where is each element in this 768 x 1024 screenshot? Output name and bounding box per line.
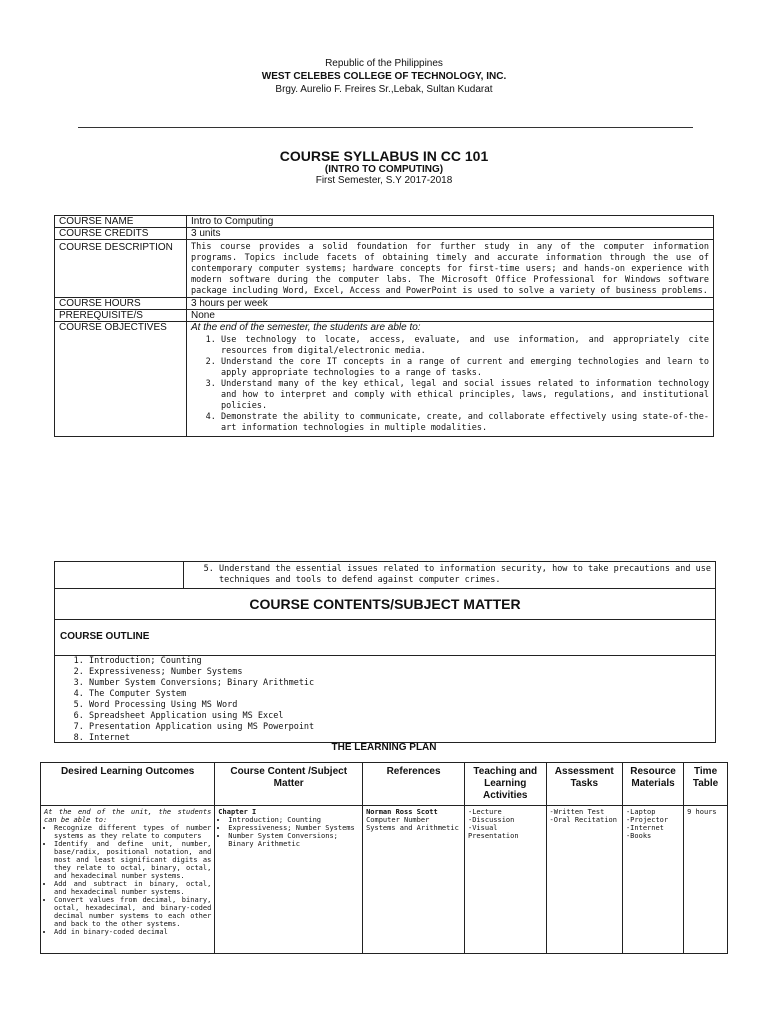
outcome-item: • Convert values from decimal, binary, octal, hexadecimal, and binary-coded decimal number systems to each other and back to the other systems. bbox=[54, 896, 211, 928]
course-hours-label: COURSE HOURS bbox=[55, 298, 187, 310]
content-item: • Introduction; Counting bbox=[228, 816, 359, 824]
course-hours-row bbox=[55, 298, 714, 310]
objective-5-list bbox=[189, 564, 711, 586]
course-contents-title: COURSE CONTENTS/SUBJECT MATTER bbox=[55, 589, 715, 620]
prerequisite-value: None bbox=[187, 310, 714, 322]
outcome-item: • Add and subtract in binary, octal, and hexadecimal number systems. bbox=[54, 880, 211, 896]
course-info-table bbox=[54, 215, 714, 437]
chapter-label: Chapter I bbox=[218, 808, 257, 816]
course-credits-row bbox=[55, 228, 714, 240]
course-outline-list bbox=[55, 656, 715, 744]
course-name-value: Intro to Computing bbox=[187, 216, 714, 228]
objectives-intro: At the end of the semester, the students are able to: bbox=[191, 322, 421, 333]
course-hours-value: 3 hours per week bbox=[187, 298, 714, 310]
teaching-item: -Lecture bbox=[468, 808, 502, 816]
course-description-row bbox=[55, 240, 714, 298]
course-objectives-row bbox=[55, 322, 714, 437]
teaching-item: -Discussion bbox=[468, 816, 515, 824]
references-cell bbox=[363, 806, 465, 954]
course-credits-value: 3 units bbox=[187, 228, 714, 240]
col-content: Course Content /Subject Matter bbox=[215, 763, 363, 806]
outcome-item: • Recognize different types of number systems as they relate to computers bbox=[54, 824, 211, 840]
course-description-label: COURSE DESCRIPTION bbox=[55, 240, 187, 298]
col-resources: Resource Materials bbox=[622, 763, 683, 806]
learning-plan-title: THE LEARNING PLAN bbox=[331, 742, 437, 753]
course-objectives-cell bbox=[187, 322, 714, 437]
course-contents-box bbox=[54, 561, 716, 743]
objective-continuation-cell bbox=[189, 562, 711, 586]
objective-item: 5. Understand the essential issues related to information security, how to take precautions and use techniques and tools to defend against computer crimes. bbox=[219, 564, 711, 586]
objectives-list-wrap bbox=[191, 335, 709, 434]
learning-plan-row bbox=[41, 806, 728, 954]
content-cell bbox=[215, 806, 363, 954]
outcomes-cell bbox=[41, 806, 215, 954]
course-outline-list-wrap bbox=[55, 656, 715, 744]
objective-continuation-row bbox=[55, 562, 715, 589]
resource-item: -Internet bbox=[625, 824, 664, 832]
col-teaching: Teaching and Learning Activities bbox=[465, 763, 547, 806]
course-outline-row bbox=[55, 620, 715, 656]
outcome-item: • Identify and define unit, number, base/radix, positional notation, and most and least significant digits as they relate to octal, binary, octal, and hexadecimal number systems. bbox=[54, 840, 211, 880]
outcomes-intro: At the end of the unit, the students can be able to: bbox=[44, 808, 212, 824]
learning-plan-table bbox=[40, 762, 728, 954]
republic-line: Republic of the Philippines bbox=[325, 58, 443, 69]
col-assessment: Assessment Tasks bbox=[546, 763, 622, 806]
objective-item: 2. Understand the core IT concepts in a range of current and emerging technologies and learn to apply appropriate technologies to a range of tasks. bbox=[221, 357, 709, 379]
content-list bbox=[218, 816, 359, 848]
outline-item: 1. Introduction; Counting bbox=[89, 656, 715, 667]
outline-item: 8. Internet bbox=[89, 733, 715, 744]
objective-item: 3. Understand many of the key ethical, legal and social issues related to information technology and how to interpret and comply with ethical principles, laws, regulations, and institutional policies. bbox=[221, 379, 709, 412]
objective-item: 4. Demonstrate the ability to communicate, create, and collaborate effectively using state-of-the-art information technologies in multiple modalities. bbox=[221, 412, 709, 434]
course-outline-label: COURSE OUTLINE bbox=[60, 631, 150, 642]
teaching-cell bbox=[465, 806, 547, 954]
assessment-item: -Written Test bbox=[549, 808, 605, 816]
course-objectives-label: COURSE OBJECTIVES bbox=[55, 322, 187, 437]
reference-author: Norman Ross Scott bbox=[366, 808, 438, 816]
outline-item: 4. The Computer System bbox=[89, 689, 715, 700]
objectives-list bbox=[191, 335, 709, 434]
content-item: • Expressiveness; Number Systems bbox=[228, 824, 359, 832]
syllabus-subtitle: (INTRO TO COMPUTING) bbox=[324, 164, 444, 175]
prerequisite-label: PREREQUISITE/S bbox=[55, 310, 187, 322]
outline-item: 5. Word Processing Using MS Word bbox=[89, 700, 715, 711]
outcome-item: • Add in binary-coded decimal bbox=[54, 928, 211, 936]
resource-item: -Projector bbox=[625, 816, 669, 824]
prerequisite-row bbox=[55, 310, 714, 322]
resources-cell bbox=[622, 806, 683, 954]
assessment-cell bbox=[546, 806, 622, 954]
course-description-value: This course provides a solid foundation for further study in any of the computer information programs. Topics include facets of obtaining timely and accurate information through the use of contemporary computer systems; hardware concepts for first-time users; and hands-on experience with modern software during the computer labs. The Microsoft Office Professional for Windows software package including Word, Excel, Access and PowerPoint is used to solve a variety of business problems. bbox=[187, 240, 714, 298]
course-credits-label: COURSE CREDITS bbox=[55, 228, 187, 240]
syllabus-title: COURSE SYLLABUS IN CC 101 bbox=[279, 148, 489, 164]
assessment-item: -Oral Recitation bbox=[549, 816, 617, 824]
semester-line: First Semester, S.Y 2017-2018 bbox=[315, 175, 453, 186]
col-time: Time Table bbox=[684, 763, 728, 806]
content-item: • Number System Conversions; Binary Arithmetic bbox=[228, 832, 359, 848]
reference-title: Computer Number Systems and Arithmetic bbox=[366, 816, 459, 832]
col-references: References bbox=[363, 763, 465, 806]
time-cell: 9 hours bbox=[684, 806, 728, 954]
objective-continuation-label-cell bbox=[55, 562, 184, 588]
outline-item: 3. Number System Conversions; Binary Arithmetic bbox=[89, 678, 715, 689]
outcomes-list bbox=[44, 824, 211, 936]
outline-item: 6. Spreadsheet Application using MS Excel bbox=[89, 711, 715, 722]
course-name-label: COURSE NAME bbox=[55, 216, 187, 228]
teaching-item: -Visual Presentation bbox=[468, 824, 519, 840]
college-name: WEST CELEBES COLLEGE OF TECHNOLOGY, INC. bbox=[261, 71, 507, 82]
resource-item: -Books bbox=[625, 832, 652, 840]
outline-item: 2. Expressiveness; Number Systems bbox=[89, 667, 715, 678]
resource-item: -Laptop bbox=[625, 808, 656, 816]
learning-plan-header-row bbox=[41, 763, 728, 806]
col-outcomes: Desired Learning Outcomes bbox=[41, 763, 215, 806]
objective-item: 1. Use technology to locate, access, evaluate, and use information, and appropriately cite resources from digital/electronic media. bbox=[221, 335, 709, 357]
header-divider bbox=[78, 127, 693, 128]
college-address: Brgy. Aurelio F. Freires Sr.,Lebak, Sultan Kudarat bbox=[275, 84, 493, 95]
course-name-row bbox=[55, 216, 714, 228]
outline-item: 7. Presentation Application using MS Powerpoint bbox=[89, 722, 715, 733]
